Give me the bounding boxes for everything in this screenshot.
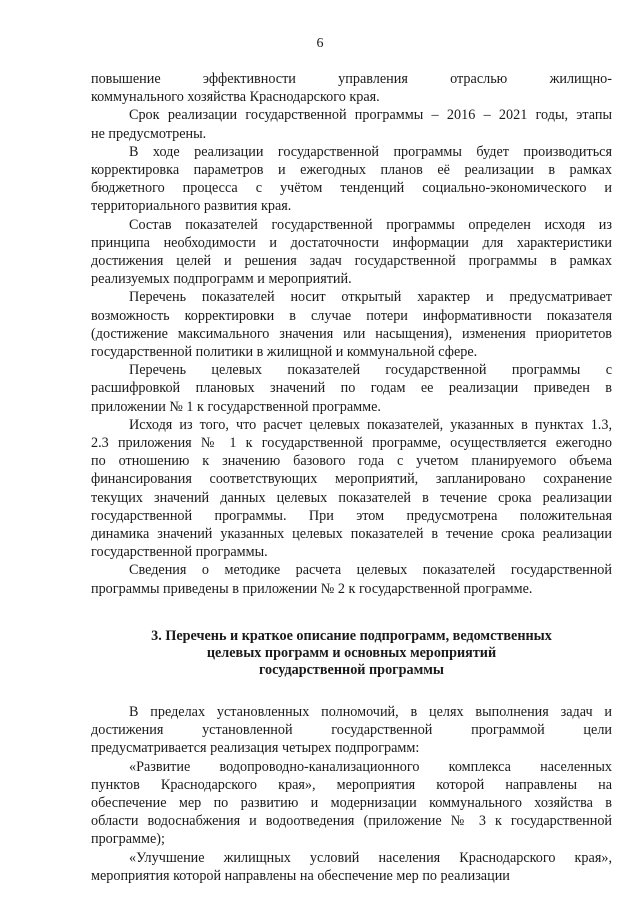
paragraph [91,561,612,597]
heading-line: государственной программы [258,661,445,678]
text-line: Состав показателей государственной программы определен исходя из [129,216,612,233]
text-line: В ходе реализации государственной программы будет производиться [129,143,612,160]
text-line: Перечень целевых показателей государственной программы с [129,362,612,379]
text-line: обеспечение мер по развитию и модернизации коммунального хозяйства в [91,794,612,811]
text-line: динамика значений указанных целевых показателей в течение срока реализации [91,526,612,543]
text-line: текущих значений данных целевых показателей в течение срока реализации [91,489,612,506]
text-line: Исходя из того, что расчет целевых показателей, указанных в пунктах 1.3, [129,416,612,433]
text-line: программе); [91,831,165,848]
text-line: государственной программы. При этом предусмотрена положительная [91,507,612,524]
text-line: (достижение максимального значения или насыщения), изменения приоритетов [91,325,612,342]
paragraph [91,216,612,289]
text-line: принципа необходимости и достаточности информации для характеристики [91,234,612,251]
text-line: предусматривается реализация четырех подпрограмм: [91,740,420,757]
heading-line: целевых программ и основных мероприятий [206,644,497,661]
section-heading [91,628,612,679]
text-line: реализуемых подпрограмм и мероприятий. [91,271,352,288]
section-after [91,703,612,885]
text-line: государственной программы. [91,544,268,561]
body-text [91,70,612,885]
text-line: возможность корректировки в случае потери информативности показателя [91,307,612,324]
heading-line: 3. Перечень и краткое описание подпрограмм, ведомственных [151,627,552,644]
text-line: «Развитие водопроводно-канализационного комплекса населенных [129,758,612,775]
paragraph [91,70,612,106]
text-line: коммунального хозяйства Краснодарского края. [91,89,380,106]
text-line: мероприятия которой направлены на обеспечение мер по реализации [91,867,510,884]
section-before [91,70,612,598]
paragraph [91,416,612,562]
paragraph [91,703,612,758]
text-line: области водоснабжения и водоотведения (приложение № 3 к государственной [91,813,612,830]
paragraph [91,361,612,416]
text-line: не предусмотрены. [91,125,207,142]
paragraph [91,288,612,361]
text-line: Перечень показателей носит открытый характер и предусматривает [129,289,612,306]
text-line: 2.3 приложения № 1 к государственной программе, осуществляется ежегодно [91,435,612,452]
text-line: бюджетного процесса с учётом тенденций социально-экономического и [91,180,612,197]
text-line: корректировка параметров и ежегодных планов её реализации в рамках [91,162,612,179]
text-line: «Улучшение жилищных условий населения Краснодарского края», [129,849,612,866]
text-line: пунктов Краснодарского края», мероприятия которой направлены на [91,776,612,793]
text-line: приложении № 1 к государственной программе. [91,398,381,415]
page-number: 6 [316,36,324,51]
text-line: финансирования соответствующих мероприятий, запланировано сохранение [91,471,612,488]
text-line: государственной политики в жилищной и коммунальной сфере. [91,344,478,361]
text-line: Сведения о методике расчета целевых показателей государственной [129,562,612,579]
text-line: достижения целей и решения задач государственной программы в рамках [91,253,612,270]
paragraph [91,143,612,216]
paragraph [91,758,612,849]
text-line: программы приведены в приложении № 2 к государственной программе. [91,580,533,597]
text-line: территориального развития края. [91,198,292,215]
text-line: достижения установленной государственной программой цели [91,722,612,739]
text-line: В пределах установленных полномочий, в целях выполнения задач и [129,703,612,720]
paragraph [91,849,612,885]
text-line: расшифровкой плановых значений по годам ее реализации приведен в [91,380,612,397]
paragraph [91,106,612,142]
text-line: повышение эффективности управления отраслью жилищно- [91,71,612,87]
text-line: Срок реализации государственной программы – 2016 – 2021 годы, этапы [129,107,612,124]
text-line: по отношению к значению базового года с учетом планируемого объема [91,453,612,470]
